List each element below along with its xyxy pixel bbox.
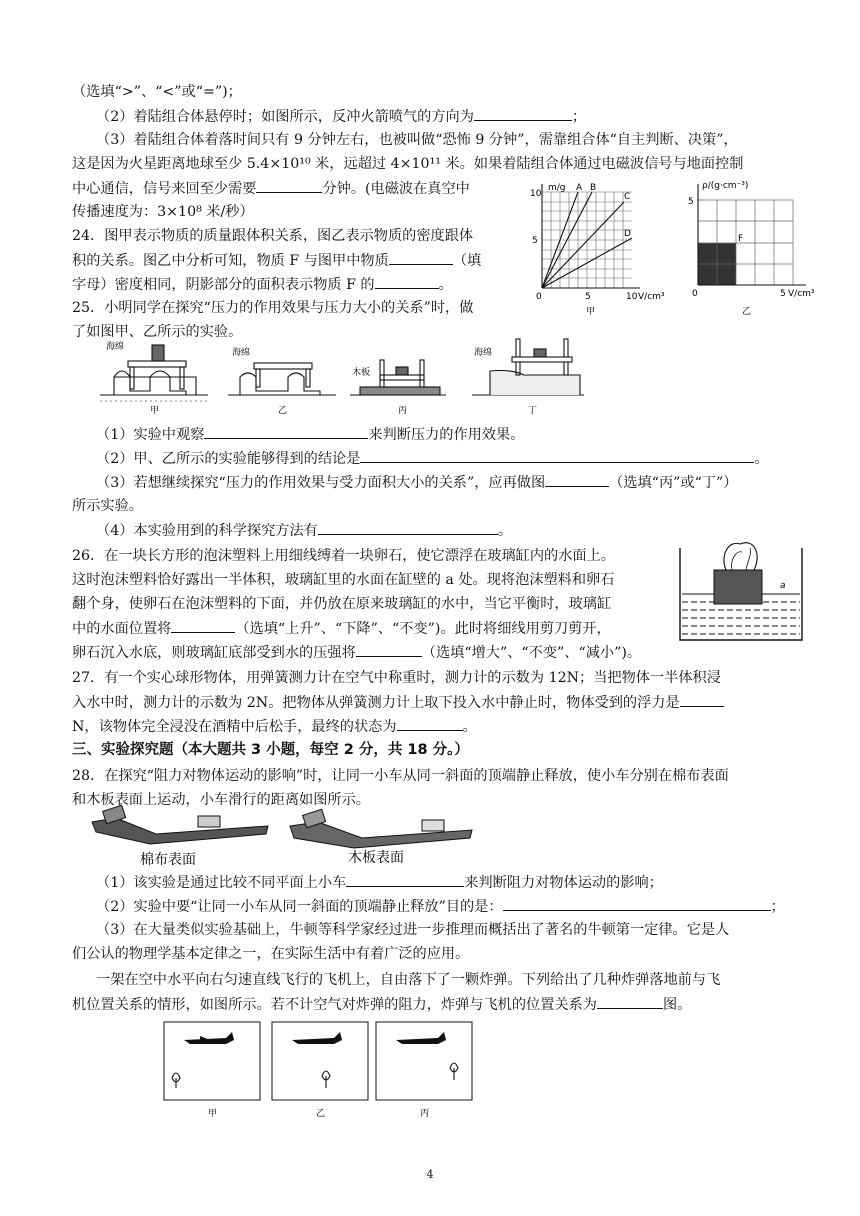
q25-part4: （4）本实验用到的科学探究方法有 。 [96, 520, 512, 541]
y-tick: 5 [688, 197, 694, 207]
y-axis-label: m/g [548, 183, 566, 193]
figure-caption: 甲 [150, 406, 160, 416]
label-sponge: 海绵 [232, 348, 251, 358]
q23-part2: （2）着陆组合体悬停时；如图所示，反冲火箭喷气的方向为 ； [96, 106, 586, 127]
label-a: A [576, 183, 583, 193]
answer-blank[interactable] [346, 872, 464, 887]
q25-line2: 了如图甲、乙所示的实验。 [72, 324, 243, 340]
q25-part2: （2）甲、乙所示的实验能够得到的结论是 。 [96, 448, 769, 469]
q28-part3-line2: 们公认的物理学基本定律之一，在实际生活中有着广泛的应用。 [72, 946, 470, 962]
q25-part1: （1）实验中观察 来判断压力的作用效果。 [96, 424, 524, 445]
line-c [542, 202, 624, 288]
q24-line1: 24．图甲表示物质的质量跟体积关系，图乙表示物质的密度跟体 [72, 228, 474, 244]
x-tick: 0 [536, 292, 542, 302]
q28-part3-line1: （3）在大量类似实验基础上，牛顿等科学家经过进一步推理而概括出了著名的牛顿第一定律。它是人 [96, 922, 730, 938]
answer-blank[interactable] [545, 472, 609, 487]
label-sponge: 海绵 [106, 342, 125, 352]
q23-choice-note: （选填“>”、“<”或“=”)； [72, 84, 242, 100]
q24-line2: 积的关系。图乙中分析可知，物质 F 与图甲中物质 （填 [72, 250, 481, 271]
figure-caption: 乙 [278, 406, 288, 416]
q24-line3: 字母）密度相同，阴影部分的面积表示物质 F 的 。 [72, 274, 453, 295]
figure-caption: 丁 [528, 406, 538, 416]
answer-blank[interactable] [680, 692, 724, 707]
q28-part4-line2: 机位置关系的情形，如图所示。若不计空气对炸弹的阻力，炸弹与飞机的位置关系为 图。 [72, 994, 691, 1015]
q28-part1: （1）该实验是通过比较不同平面上小车 来判断阻力对物体运动的影响； [96, 872, 663, 893]
answer-blank[interactable] [503, 896, 771, 911]
label-b: B [590, 183, 597, 193]
label-c: C [624, 192, 631, 202]
q26-line4: 中的水面位置将 （选填“上升”、“下降”、“不变”)。此时将细线用剪刀剪开， [72, 618, 611, 639]
q27-line2: 入水中时，测力计的示数为 2N。把物体从弹簧测力计上取下投入水中静止时，物体受到的浮力是 [72, 692, 724, 713]
q28-line2: 和木板表面上运动，小车滑行的距离如图所示。 [72, 792, 370, 808]
x-tick: 0 [692, 289, 698, 299]
q26-line1: 26．在一块长方形的泡沫塑料上用细线缚着一块卵石，使它漂浮在玻璃缸内的水面上。 [72, 548, 615, 564]
answer-blank[interactable] [318, 520, 498, 535]
q23-part3-line4: 传播速度为：3×10⁸ 米/秒） [72, 204, 254, 220]
density-volume-graph [680, 178, 816, 318]
q27-line3: N，该物体完全浸没在酒精中后松手，最终的状态为 。 [72, 716, 477, 737]
water-level-label: a [780, 581, 786, 591]
mass-volume-graph [528, 178, 665, 318]
y-axis-label: ρ/(g·cm⁻³) [702, 181, 749, 191]
q28-part2: （2）实验中要“让同一小车从同一斜面的顶端静止释放”目的是： ； [96, 896, 785, 917]
label-d: D [624, 229, 631, 239]
x-axis-label: V/cm³ [638, 292, 665, 302]
label-board: 木板 [352, 368, 371, 378]
label-cotton: 棉布表面 [140, 852, 196, 868]
figure-caption: 乙 [742, 307, 752, 317]
answer-blank[interactable] [171, 618, 235, 633]
x-tick: 5 [585, 292, 591, 302]
bomb-plane-figure [160, 1018, 476, 1120]
q25-part3: （3）若想继续探究“压力的作用效果与受力面积大小的关系”，应再做图 （选填“丙”或“丁”） [96, 472, 738, 493]
answer-blank[interactable] [256, 178, 322, 193]
answer-blank[interactable] [356, 642, 422, 657]
q25-line1: 25．小明同学在探究“压力的作用效果与压力大小的关系”时，做 [72, 300, 474, 316]
figure-caption: 丙 [420, 1109, 430, 1119]
figure-caption: 甲 [586, 307, 596, 317]
q23-part3-line3: 中心通信，信号来回至少需要 分钟。(电磁波在真空中 [72, 178, 470, 199]
glass-tank-figure [676, 530, 808, 646]
y-tick: 5 [532, 236, 538, 246]
label-f: F [738, 234, 744, 244]
answer-blank[interactable] [360, 448, 754, 463]
page-number: 4 [426, 1168, 434, 1181]
ramp-experiment-figure [90, 804, 480, 868]
label-wood: 木板表面 [348, 850, 404, 866]
label-sponge: 海绵 [474, 348, 493, 358]
q23-part3-line1: （3）着陆组合体着落时间只有 9 分钟左右，也被叫做“恐怖 9 分钟”，需靠组合体“自主判断、决策”， [96, 132, 738, 148]
q26-line5: 卵石沉入水底，则玻璃缸底部受到水的压强将 （选填“增大”、“不变”、“减小”)。 [72, 642, 641, 663]
q25-part3-cont: 所示实验。 [72, 498, 143, 514]
x-tick: 10 [626, 292, 638, 302]
figure-caption: 乙 [316, 1109, 326, 1119]
q26-line2: 这时泡沫塑料恰好露出一半体积，玻璃缸里的水面在缸壁的 a 处。现将泡沫塑料和卵石 [72, 572, 615, 588]
answer-blank[interactable] [204, 424, 368, 439]
q27-line1: 27．有一个实心球形物体，用弹簧测力计在空气中称重时，测力计的示数为 12N；当把物体一半体积浸 [72, 670, 721, 686]
x-tick: 5 [780, 289, 786, 299]
sponge-experiment-figure [100, 335, 600, 417]
figure-caption: 丙 [398, 406, 408, 416]
answer-blank[interactable] [375, 274, 439, 289]
q28-part4-line1: 一架在空中水平向右匀速直线飞行的飞机上，自由落下了一颗炸弹。下列给出了几种炸弹落地前与飞 [96, 972, 721, 988]
q26-line3: 翻个身，使卵石在泡沫塑料的下面，并仍放在原来玻璃缸的水中，当它平衡时，玻璃缸 [72, 596, 612, 612]
answer-blank[interactable] [397, 716, 463, 731]
q28-line1: 28．在探究“阻力对物体运动的影响”时，让同一小车从同一斜面的顶端静止释放，使小车分别在棉布表面 [72, 768, 729, 784]
answer-blank[interactable] [474, 106, 572, 121]
x-axis-label: V/cm³ [788, 289, 815, 299]
answer-blank[interactable] [597, 994, 663, 1009]
y-tick: 10 [530, 189, 542, 199]
figure-caption: 甲 [208, 1109, 218, 1119]
answer-blank[interactable] [389, 250, 453, 265]
section-title: 三、实验探究题（本大题共 3 小题，每空 2 分，共 18 分。） [72, 742, 469, 758]
q23-part3-line2: 这是因为火星距离地球至少 5.4×10¹⁰ 米，远超过 4×10¹¹ 米。如果着陆组合体通过电磁波信号与地面控制 [72, 156, 744, 172]
